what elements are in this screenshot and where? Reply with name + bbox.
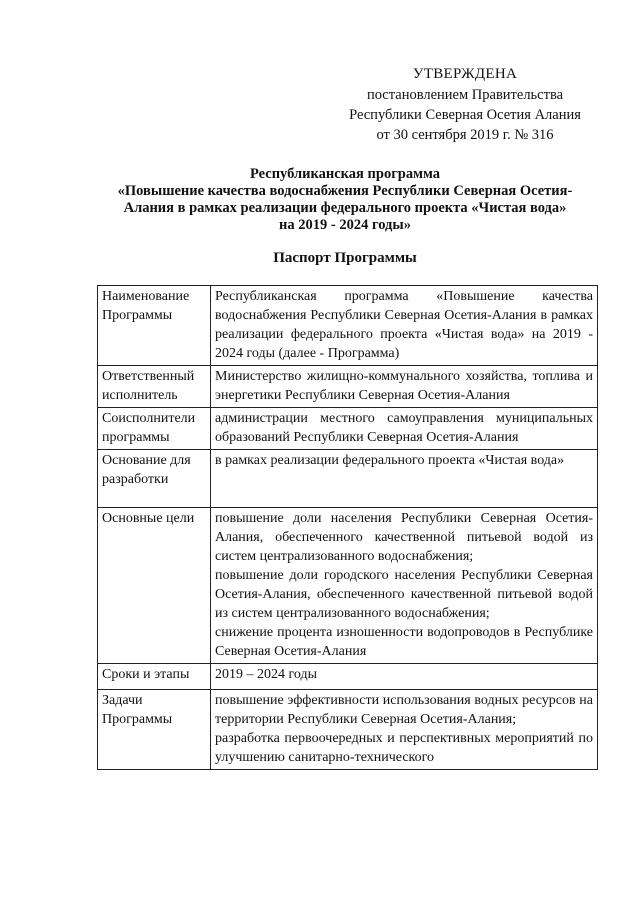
- table-row: [98, 690, 598, 770]
- row-value: [211, 664, 598, 690]
- row-label: Соисполнители программы: [98, 408, 211, 450]
- approval-line-3: от 30 сентября 2019 г. № 316: [376, 127, 554, 143]
- table-row: [98, 508, 598, 664]
- row-value: [211, 286, 598, 366]
- row-value: [211, 450, 598, 508]
- row-label: Ответственный исполнитель: [98, 366, 211, 408]
- row-value: [211, 690, 598, 770]
- program-title-line-1: Республиканская программа: [249, 166, 440, 182]
- row-paragraph: в рамках реализации федерального проекта «Чистая вода»: [215, 453, 565, 468]
- row-paragraph: 2019 – 2024 годы: [215, 667, 318, 682]
- table-row: [98, 366, 598, 408]
- table-row: [98, 286, 598, 366]
- row-value: [211, 408, 598, 450]
- row-value: [211, 366, 598, 408]
- row-paragraph: снижение процента изношенности водопроводов в Республике Северная Осетия-Алания: [215, 625, 593, 659]
- row-label: Основание для разработки: [98, 450, 211, 508]
- approval-line-1: постановлением Правительства: [366, 87, 564, 103]
- program-title: [80, 166, 610, 234]
- row-label: Задачи Программы: [98, 690, 211, 770]
- program-title-line-4: на 2019 - 2024 годы»: [279, 217, 411, 233]
- row-label: Наименование Программы: [98, 286, 211, 366]
- row-label: Основные цели: [98, 508, 211, 664]
- approval-block: [330, 64, 600, 145]
- program-title-line-2: «Повышение качества водоснабжения Республики Северная Осетия-: [117, 183, 573, 199]
- row-paragraph: повышение эффективности использования водных ресурсов на территории Республики Северная Осетия-Алания;: [215, 693, 593, 727]
- row-paragraph: администрации местного самоуправления муниципальных образований Республики Северная Осетия-Алания: [215, 411, 593, 445]
- passport-title: Паспорт Программы: [273, 250, 417, 266]
- row-paragraph: повышение доли городского населения Республики Северная Осетия-Алания, обеспеченного качественной питьевой водой из систем централизованного водоснабжения;: [215, 568, 593, 621]
- table-row: [98, 450, 598, 508]
- row-paragraph: Республиканская программа «Повышение качества водоснабжения Республики Северная Осетия-Алания в рамках реализации федерального проекта «Чистая вода» на 2019 - 2024 годы (далее - Программа): [215, 289, 593, 361]
- row-paragraph: повышение доли населения Республики Северная Осетия-Алания, обеспеченного качественной питьевой водой из систем централизованного водоснабжения;: [215, 511, 593, 564]
- program-title-line-3: Алания в рамках реализации федерального проекта «Чистая вода»: [123, 200, 567, 216]
- approval-line-2: Республики Северная Осетия Алания: [349, 107, 581, 123]
- row-label: Сроки и этапы: [98, 664, 211, 690]
- table-row: [98, 408, 598, 450]
- approval-heading: УТВЕРЖДЕНА: [412, 66, 518, 82]
- row-paragraph: разработка первоочередных и перспективных мероприятий по улучшению санитарно-технического: [215, 731, 593, 765]
- row-paragraph: Министерство жилищно-коммунального хозяйства, топлива и энергетики Республики Северная Осетия-Алания: [215, 369, 593, 403]
- row-value: [211, 508, 598, 664]
- table-row: [98, 664, 598, 690]
- passport-table: [97, 285, 598, 770]
